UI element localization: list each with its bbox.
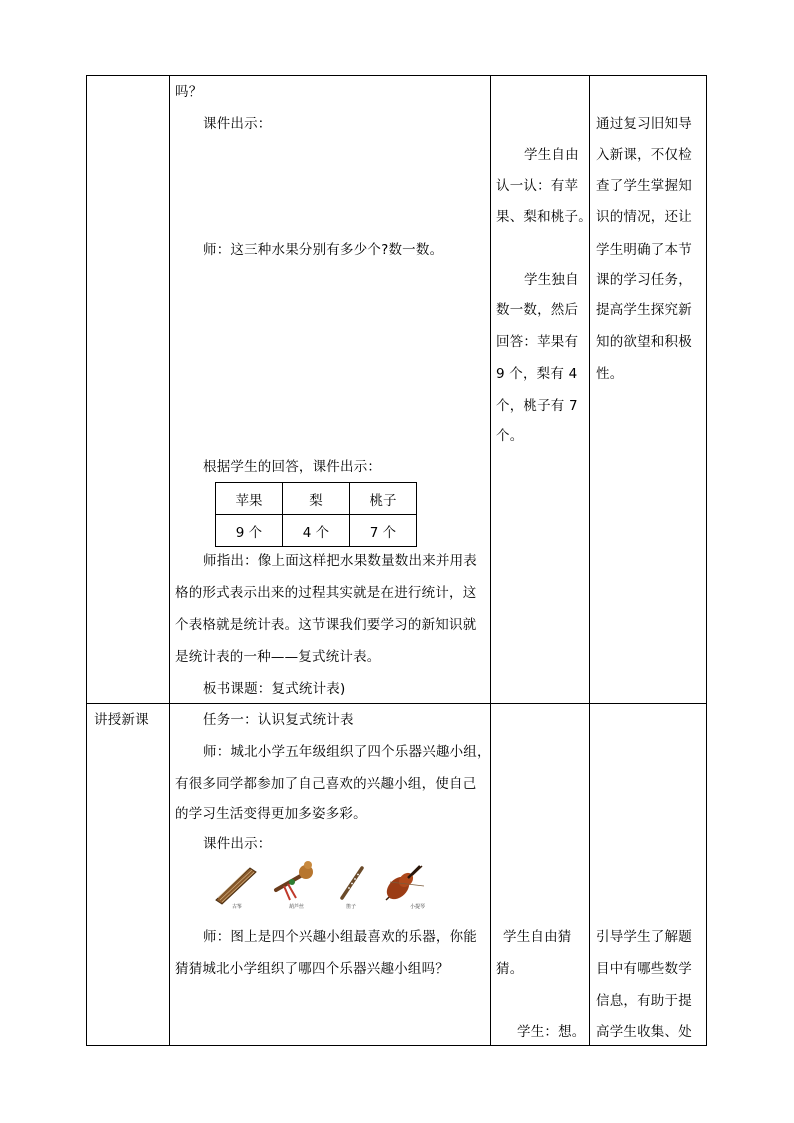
design-intent-line: 高学生收集、处 [596,1024,692,1040]
content-line: 根据学生的回答，课件出示： [203,459,382,475]
content-line: 师：图上是四个兴趣小组最喜欢的乐器，你能 [203,929,477,945]
column-divider-2 [490,76,491,1045]
content-line: 是统计表的一种——复式统计表。 [175,649,381,665]
student-activity-line: 学生独自 [524,272,579,288]
instrument-caption: 古筝 [232,904,243,910]
student-activity-line: 学生：想。 [517,1024,586,1040]
content-line: 课件出示： [203,116,272,132]
content-line: 的学习生活变得更加多姿多彩。 [175,806,367,822]
content-line: 师：城北小学五年级组织了四个乐器兴趣小组， [203,744,491,760]
dizi-flute-icon [334,860,370,906]
student-activity-line: 学生自由 [524,147,579,163]
content-line: 格的形式表示出来的过程其实就是在进行统计，这 [175,585,477,601]
design-intent-line: 信息，有助于提 [596,993,692,1009]
section-label: 讲授新课 [94,712,149,728]
fruit-value-apple: 9 个 [216,515,283,547]
instrument-caption: 葫芦丝 [289,904,305,910]
design-intent-line: 性。 [596,366,624,382]
design-intent-line: 入新课，不仅检 [596,147,692,163]
design-intent-line: 引导学生了解题 [596,929,692,945]
instrument-caption: 笛子 [346,904,357,910]
violin-icon [380,860,428,906]
content-line: 师：这三种水果分别有多少个?数一数。 [203,242,444,258]
student-activity-line: 学生自由猜 [503,929,572,945]
content-line: 师指出：像上面这样把水果数量数出来并用表 [203,553,477,569]
design-intent-line: 知的欲望和积极 [596,334,692,350]
fruit-header-peach: 桃子 [350,483,417,515]
row-divider [87,703,706,704]
design-intent-line: 目中有哪些数学 [596,961,692,977]
student-activity-line: 果、梨和桃子。 [496,209,592,225]
design-intent-line: 学生明确了本节 [596,242,692,258]
content-line: 任务一：认识复式统计表 [203,712,354,728]
student-activity-line: 9 个，梨有 4 [496,366,578,382]
content-line: 课件出示： [203,836,272,852]
design-intent-line: 提高学生探究新 [596,302,692,318]
design-intent-line: 识的情况，还让 [596,209,692,225]
content-line: 个表格就是统计表。这节课我们要学习的新知识就 [175,617,477,633]
content-line: 有很多同学都参加了自己喜欢的兴趣小组，使自己 [175,776,477,792]
fruit-value-peach: 7 个 [350,515,417,547]
student-activity-line: 数一数，然后 [496,302,579,318]
content-line: 猜猜城北小学组织了哪四个乐器兴趣小组吗？ [175,961,449,977]
design-intent-line: 课的学习任务， [596,272,692,288]
content-line: 板书课题：复式统计表) [203,681,346,697]
hulusi-icon [270,860,318,906]
fruit-header-pear: 梨 [283,483,350,515]
design-intent-line: 通过复习旧知导 [596,116,692,132]
student-activity-line: 回答：苹果有 [496,334,579,350]
column-divider-1 [169,76,170,1045]
instrument-caption: 小提琴 [410,904,426,910]
student-activity-line: 个。 [496,428,524,444]
guzheng-icon [212,860,260,906]
fruit-count-table [215,482,417,547]
fruit-header-apple: 苹果 [216,483,283,515]
content-line: 吗？ [175,84,203,100]
student-activity-line: 认一认：有苹 [496,178,579,194]
student-activity-line: 猜。 [496,961,524,977]
fruit-value-pear: 4 个 [283,515,350,547]
design-intent-line: 查了学生掌握知 [596,178,692,194]
student-activity-line: 个，桃子有 7 [496,398,578,414]
